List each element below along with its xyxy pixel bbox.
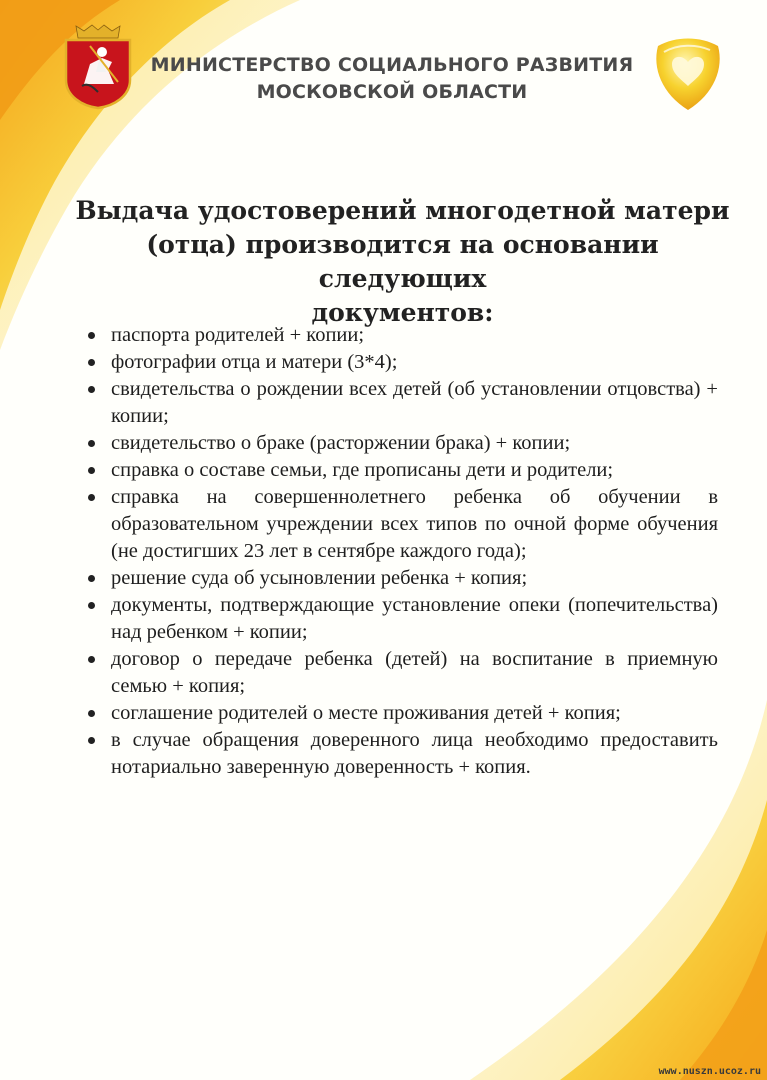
list-item	[88, 565, 718, 592]
list-item-text: свидетельства о рождении всех детей (об установлении отцовства) + копии;	[111, 378, 718, 427]
list-item	[88, 727, 718, 781]
bullet-icon	[88, 440, 95, 447]
coat-of-arms-icon	[62, 22, 134, 110]
title-line1: Выдача удостоверений многодетной матери	[75, 196, 730, 225]
bullet-icon	[88, 656, 95, 663]
ministry-name-line1: МИНИСТЕРСТВО СОЦИАЛЬНОГО РАЗВИТИЯ	[150, 54, 634, 76]
site-watermark: www.nuszn.ucoz.ru	[658, 1066, 761, 1077]
heart-emblem-icon	[648, 34, 728, 112]
bullet-icon	[88, 710, 95, 717]
list-item-text: свидетельство о браке (расторжении брака) + копии;	[111, 432, 571, 454]
bullet-icon	[88, 602, 95, 609]
list-item-text: договор о передаче ребенка (детей) на воспитание в приемную семью + копия;	[111, 648, 718, 697]
list-item	[88, 322, 718, 349]
bullet-icon	[88, 359, 95, 366]
list-item	[88, 376, 718, 430]
bullet-icon	[88, 332, 95, 339]
list-item-text: соглашение родителей о месте проживания детей + копия;	[111, 702, 621, 724]
bullet-icon	[88, 737, 95, 744]
list-item	[88, 592, 718, 646]
ministry-header	[150, 52, 634, 106]
list-item-text: паспорта родителей + копии;	[111, 324, 365, 346]
list-item	[88, 700, 718, 727]
list-item-text: решение суда об усыновлении ребенка + копия;	[111, 567, 528, 589]
title-line3: документов:	[311, 298, 494, 327]
title-line2: (отца) производится на основании следующих	[146, 230, 659, 293]
document-title	[70, 194, 735, 330]
required-documents-list	[88, 322, 718, 781]
list-item-text: справка на совершеннолетнего ребенка об обучении в образовательном учреждении всех типов по очной форме обучения (не достигших 23 лет в сентябре каждого года);	[111, 486, 718, 562]
bullet-icon	[88, 494, 95, 501]
list-item	[88, 430, 718, 457]
list-item-text: фотографии отца и матери (3*4);	[111, 351, 398, 373]
list-item-text: документы, подтверждающие установление опеки (попечительства) над ребенком + копии;	[111, 594, 718, 643]
list-item	[88, 349, 718, 376]
list-item	[88, 646, 718, 700]
list-item-text: справка о составе семьи, где прописаны дети и родители;	[111, 459, 614, 481]
bullet-icon	[88, 467, 95, 474]
bullet-icon	[88, 386, 95, 393]
list-item	[88, 484, 718, 565]
ministry-name-line2: МОСКОВСКОЙ ОБЛАСТИ	[256, 81, 528, 103]
list-item-text: в случае обращения доверенного лица необходимо предоставить нотариально заверенную доверенность + копия.	[111, 729, 718, 778]
bullet-icon	[88, 575, 95, 582]
list-item	[88, 457, 718, 484]
